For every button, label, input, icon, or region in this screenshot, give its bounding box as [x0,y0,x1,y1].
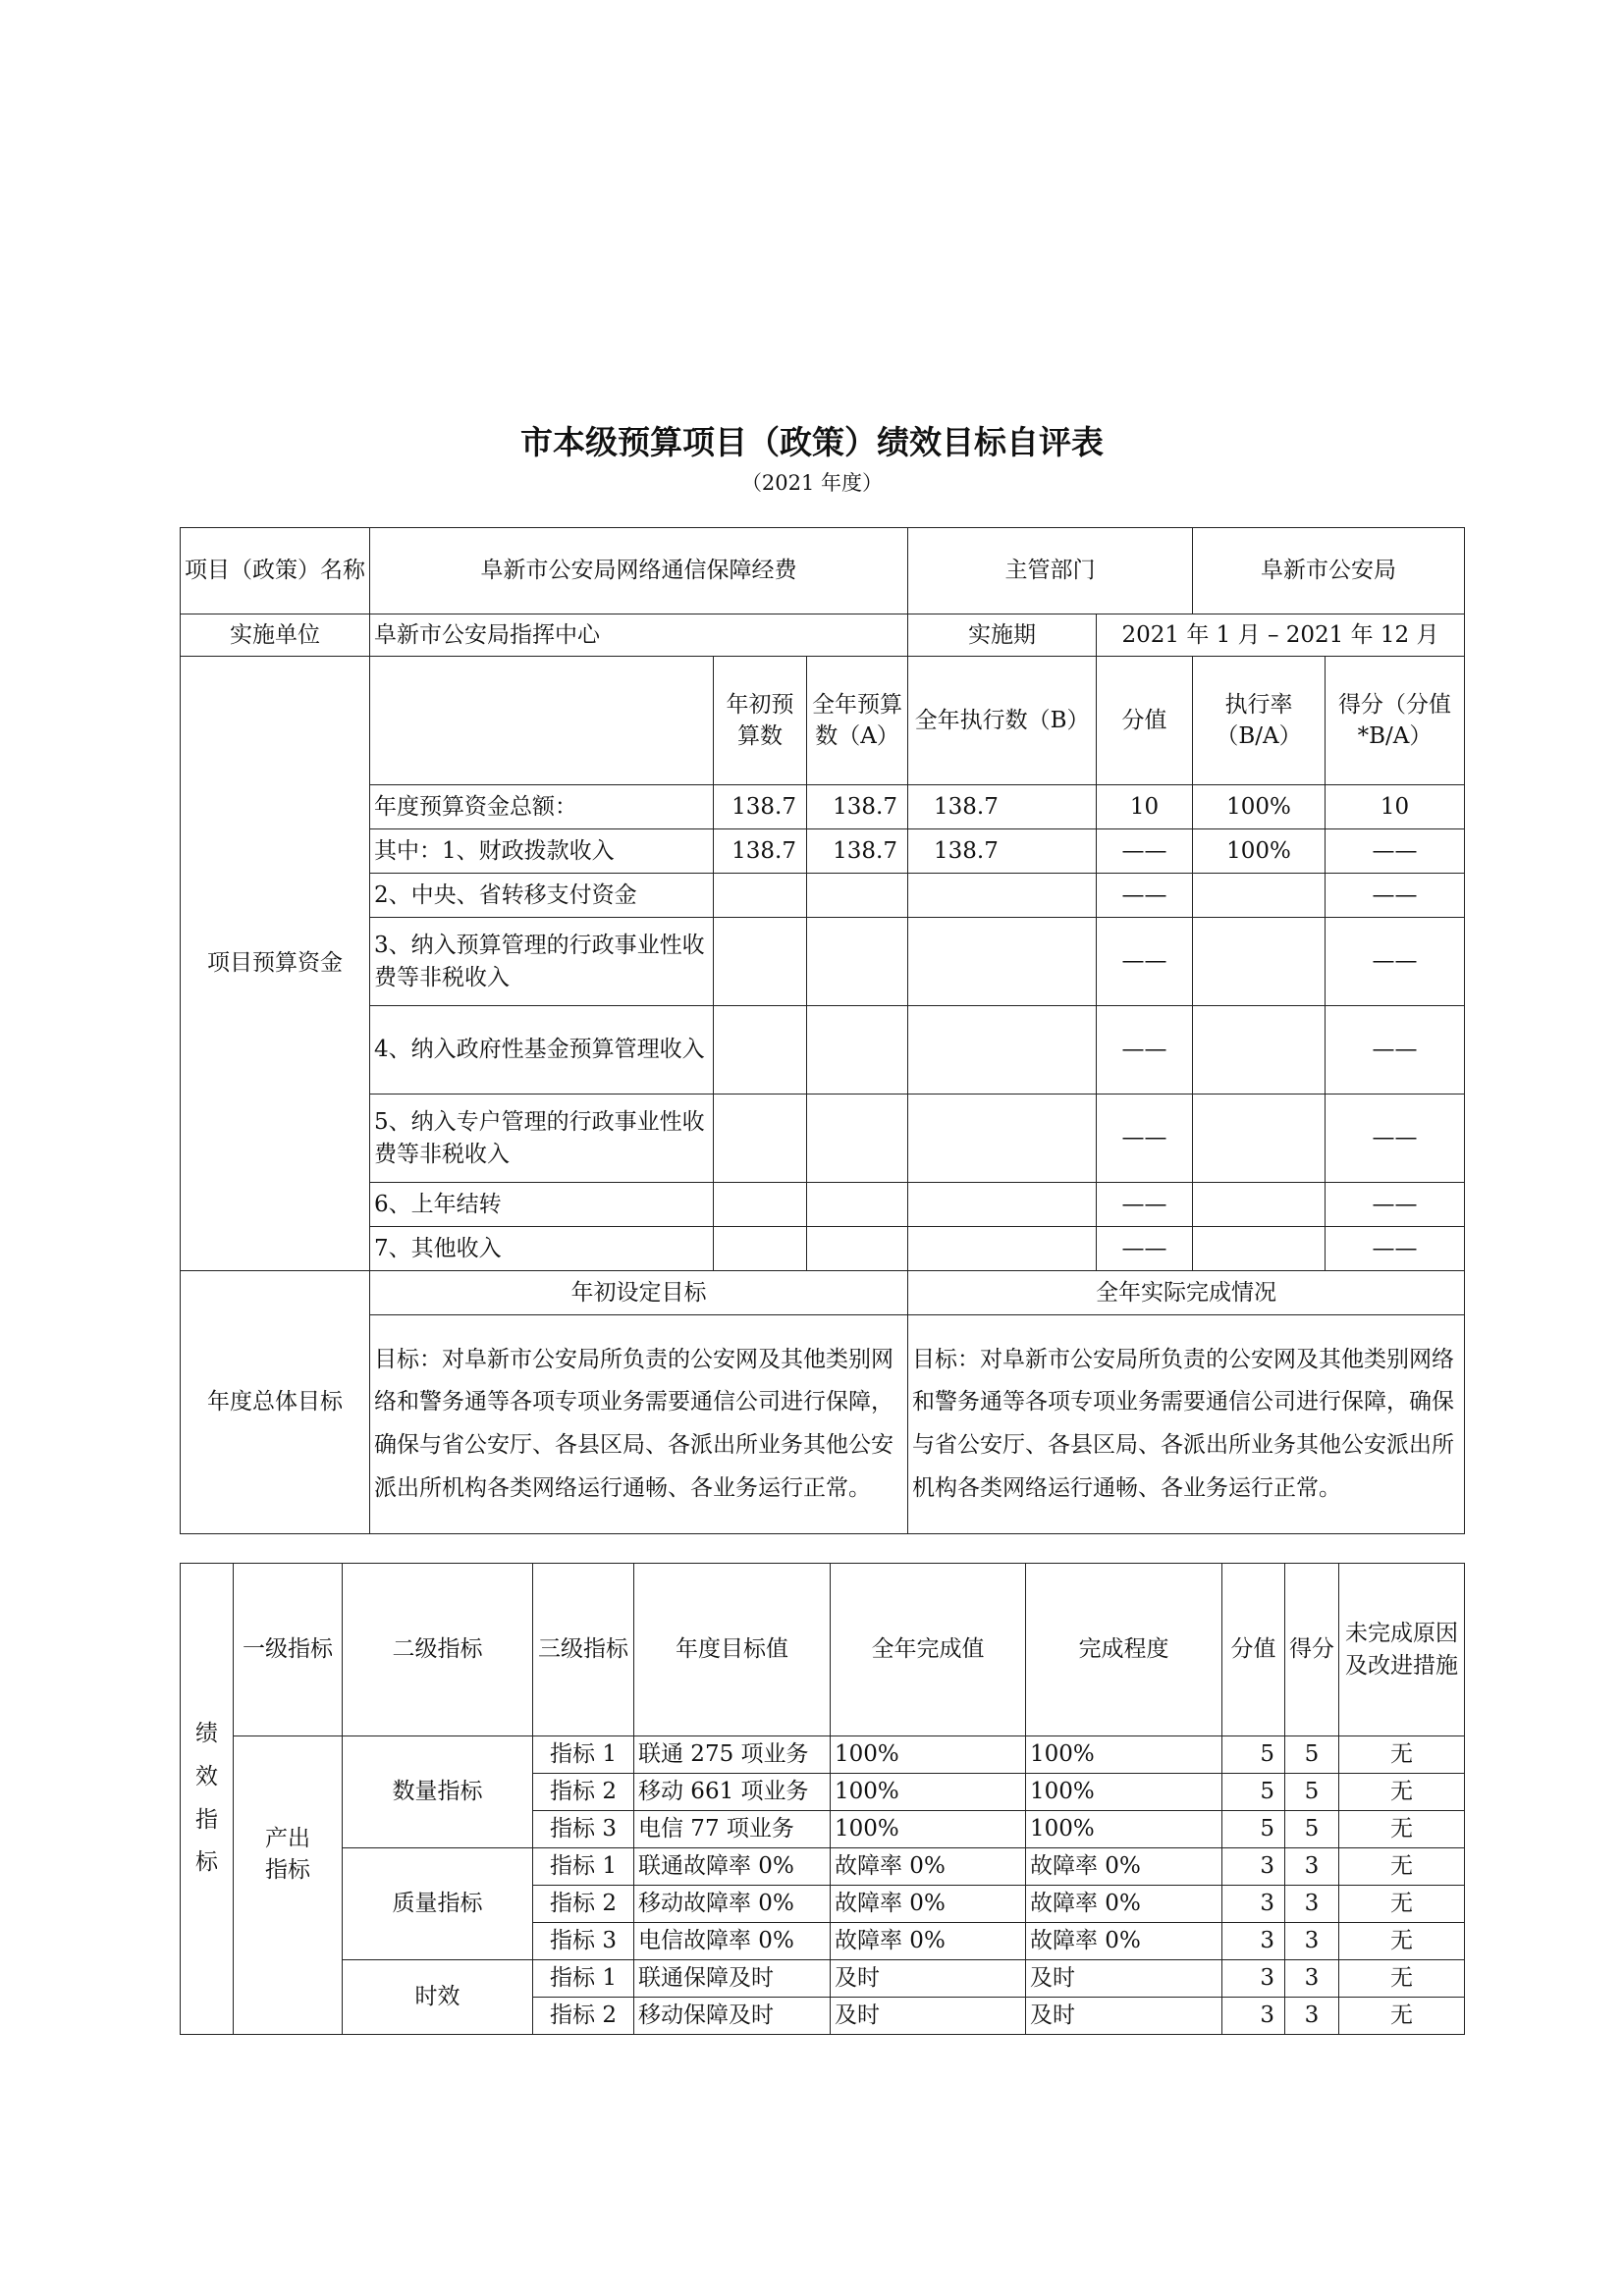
budget-score: 10 [1097,785,1193,829]
budget-rate [1193,1227,1326,1271]
budget-score: —— [1097,829,1193,874]
indicator-row [181,1736,1465,1774]
indicator-level3: 指标 2 [533,1774,634,1811]
header-score: 分值 [1097,657,1193,785]
indicator-points: 5 [1285,1736,1339,1774]
budget-executed [908,1095,1097,1183]
budget-row [181,1227,1465,1271]
indicator-reason: 无 [1339,1998,1465,2035]
indicator-level3: 指标 1 [533,1960,634,1998]
header-points: 得分 [1285,1564,1339,1736]
budget-annual [807,874,908,918]
header-annual: 全年预算数（A） [807,657,908,785]
goals-set-header: 年初设定目标 [370,1271,908,1315]
indicator-level3: 指标 2 [533,1998,634,2035]
budget-points: —— [1326,874,1465,918]
indicator-actual: 故障率 0% [831,1923,1026,1960]
header-executed: 全年执行数（B） [908,657,1097,785]
header-initial: 年初预算数 [714,657,807,785]
period-value: 2021 年 1 月 – 2021 年 12 月 [1097,614,1465,657]
level1-output: 产出指标 [234,1736,343,2035]
indicator-score: 5 [1222,1811,1285,1848]
budget-points: —— [1326,1227,1465,1271]
budget-initial: 138.7 [714,785,807,829]
header-score: 分值 [1222,1564,1285,1736]
budget-annual [807,1183,908,1227]
budget-row [181,1006,1465,1095]
budget-row-label: 7、其他收入 [370,1227,714,1271]
budget-score: —— [1097,1183,1193,1227]
page-subtitle: （2021 年度） [740,471,884,495]
dept-value: 阜新市公安局 [1193,528,1465,614]
budget-rate [1193,918,1326,1006]
indicator-degree: 及时 [1026,1998,1222,2035]
indicator-degree: 100% [1026,1774,1222,1811]
indicator-target: 移动保障及时 [634,1998,831,2035]
indicator-table [180,1563,1465,2035]
page-title: 市本级预算项目（政策）绩效目标自评表 [520,423,1104,461]
group-quantity: 数量指标 [343,1736,533,1848]
indicator-degree: 及时 [1026,1960,1222,1998]
indicator-reason: 无 [1339,1736,1465,1774]
budget-score: —— [1097,918,1193,1006]
indicator-score: 3 [1222,1998,1285,2035]
budget-points: —— [1326,1183,1465,1227]
budget-rate: 100% [1193,829,1326,874]
budget-row [181,1183,1465,1227]
budget-points: —— [1326,918,1465,1006]
budget-score: —— [1097,1227,1193,1271]
budget-executed [908,874,1097,918]
unit-value: 阜新市公安局指挥中心 [370,614,908,657]
indicator-actual: 及时 [831,1998,1026,2035]
budget-row-label: 5、纳入专户管理的行政事业性收费等非税收入 [370,1095,714,1183]
budget-annual: 138.7 [807,829,908,874]
goals-actual-text: 目标：对阜新市公安局所负责的公安网及其他类别网络和警务通等各项专项业务需要通信公司进行保障，确保与省公安厅、各县区局、各派出所业务其他公安派出所机构各类网络运行通畅、各业务运行正常。 [908,1315,1465,1534]
indicator-degree: 故障率 0% [1026,1923,1222,1960]
indicator-level3: 指标 3 [533,1923,634,1960]
budget-table [180,527,1465,1534]
indicator-score: 3 [1222,1960,1285,1998]
budget-annual: 138.7 [807,785,908,829]
budget-header-blank [370,657,714,785]
dept-label: 主管部门 [908,528,1193,614]
budget-points: —— [1326,1095,1465,1183]
goals-actual-header: 全年实际完成情况 [908,1271,1465,1315]
budget-executed [908,1183,1097,1227]
budget-initial [714,1006,807,1095]
budget-executed [908,1227,1097,1271]
budget-annual [807,1227,908,1271]
budget-row [181,829,1465,874]
indicator-actual: 100% [831,1774,1026,1811]
header-reason: 未完成原因及改进措施 [1339,1564,1465,1736]
indicator-points: 5 [1285,1811,1339,1848]
goals-set-text: 目标：对阜新市公安局所负责的公安网及其他类别网络和警务通等各项专项业务需要通信公司进行保障，确保与省公安厅、各县区局、各派出所业务其他公安派出所机构各类网络运行通畅、各业务运行正常。 [370,1315,908,1534]
indicator-degree: 100% [1026,1811,1222,1848]
indicator-reason: 无 [1339,1774,1465,1811]
indicator-level3: 指标 1 [533,1736,634,1774]
budget-row-label: 年度预算资金总额： [370,785,714,829]
budget-rate [1193,1006,1326,1095]
goals-section-label: 年度总体目标 [181,1271,370,1534]
indicator-target: 联通故障率 0% [634,1848,831,1886]
budget-executed [908,1006,1097,1095]
project-name-label: 项目（政策）名称 [181,528,370,614]
budget-row-label: 2、中央、省转移支付资金 [370,874,714,918]
indicator-actual: 故障率 0% [831,1886,1026,1923]
indicator-actual: 100% [831,1811,1026,1848]
budget-executed: 138.7 [908,829,1097,874]
indicator-target: 电信 77 项业务 [634,1811,831,1848]
header-level1: 一级指标 [234,1564,343,1736]
header-points: 得分（分值*B/A） [1326,657,1465,785]
indicator-degree: 100% [1026,1736,1222,1774]
header-rate: 执行率（B/A） [1193,657,1326,785]
indicator-points: 3 [1285,1886,1339,1923]
indicator-target: 移动故障率 0% [634,1886,831,1923]
budget-rate [1193,874,1326,918]
indicator-reason: 无 [1339,1886,1465,1923]
budget-section-label: 项目预算资金 [181,657,370,1271]
budget-row [181,918,1465,1006]
budget-initial [714,874,807,918]
budget-initial: 138.7 [714,829,807,874]
indicator-actual: 及时 [831,1960,1026,1998]
indicator-target: 电信故障率 0% [634,1923,831,1960]
budget-rate: 100% [1193,785,1326,829]
header-target: 年度目标值 [634,1564,831,1736]
indicator-points: 5 [1285,1774,1339,1811]
indicators-section-label: 绩效指标 [181,1564,234,2035]
indicator-score: 5 [1222,1736,1285,1774]
indicator-row [181,1848,1465,1886]
budget-initial [714,1227,807,1271]
project-name: 阜新市公安局网络通信保障经费 [370,528,908,614]
group-timeliness: 时效 [343,1960,533,2035]
indicator-reason: 无 [1339,1960,1465,1998]
budget-score: —— [1097,1095,1193,1183]
indicator-points: 3 [1285,1998,1339,2035]
indicator-points: 3 [1285,1960,1339,1998]
budget-annual [807,1006,908,1095]
budget-row [181,874,1465,918]
indicator-target: 联通 275 项业务 [634,1736,831,1774]
indicator-actual: 100% [831,1736,1026,1774]
budget-row [181,785,1465,829]
budget-executed [908,918,1097,1006]
indicator-level3: 指标 2 [533,1886,634,1923]
indicator-score: 3 [1222,1886,1285,1923]
budget-row-label: 4、纳入政府性基金预算管理收入 [370,1006,714,1095]
budget-initial [714,918,807,1006]
budget-row-label: 3、纳入预算管理的行政事业性收费等非税收入 [370,918,714,1006]
indicator-degree: 故障率 0% [1026,1886,1222,1923]
indicator-score: 3 [1222,1923,1285,1960]
budget-initial [714,1095,807,1183]
indicator-degree: 故障率 0% [1026,1848,1222,1886]
budget-points: 10 [1326,785,1465,829]
budget-score: —— [1097,1006,1193,1095]
budget-annual [807,1095,908,1183]
group-quality: 质量指标 [343,1848,533,1960]
header-degree: 完成程度 [1026,1564,1222,1736]
unit-label: 实施单位 [181,614,370,657]
indicator-score: 3 [1222,1848,1285,1886]
indicator-score: 5 [1222,1774,1285,1811]
indicator-level3: 指标 1 [533,1848,634,1886]
indicator-level3: 指标 3 [533,1811,634,1848]
indicator-reason: 无 [1339,1811,1465,1848]
period-label: 实施期 [908,614,1097,657]
budget-annual [807,918,908,1006]
indicator-target: 移动 661 项业务 [634,1774,831,1811]
budget-score: —— [1097,874,1193,918]
budget-executed: 138.7 [908,785,1097,829]
budget-points: —— [1326,1006,1465,1095]
budget-row-label: 6、上年结转 [370,1183,714,1227]
indicator-reason: 无 [1339,1848,1465,1886]
indicator-reason: 无 [1339,1923,1465,1960]
budget-points: —— [1326,829,1465,874]
budget-row [181,1095,1465,1183]
header-level2: 二级指标 [343,1564,533,1736]
header-actual: 全年完成值 [831,1564,1026,1736]
budget-row-label: 其中：1、财政拨款收入 [370,829,714,874]
indicator-target: 联通保障及时 [634,1960,831,1998]
header-level3: 三级指标 [533,1564,634,1736]
budget-rate [1193,1183,1326,1227]
indicator-points: 3 [1285,1848,1339,1886]
budget-rate [1193,1095,1326,1183]
budget-initial [714,1183,807,1227]
indicator-row [181,1960,1465,1998]
indicator-points: 3 [1285,1923,1339,1960]
indicator-actual: 故障率 0% [831,1848,1026,1886]
